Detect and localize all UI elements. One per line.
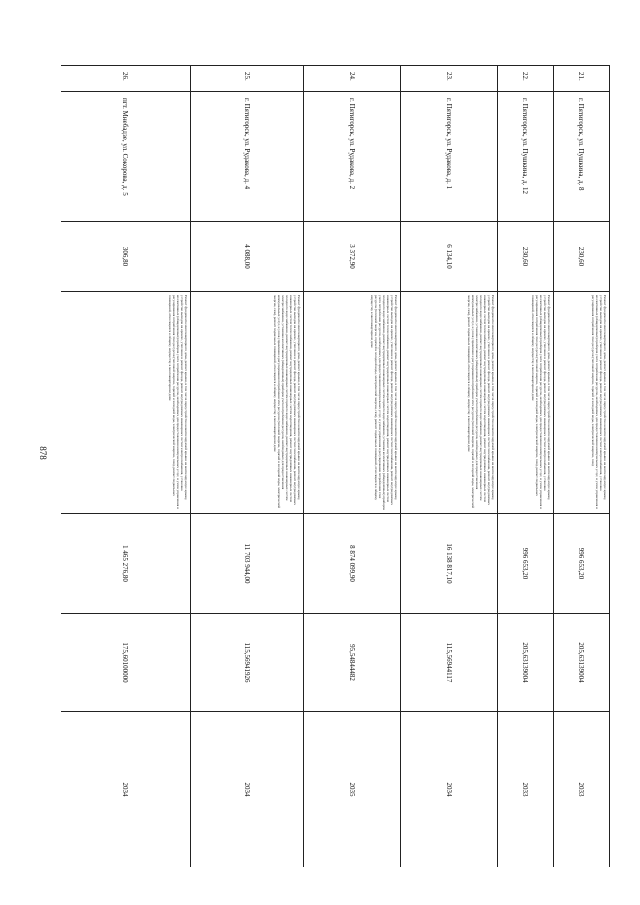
table-row (61, 66, 191, 868)
address-cell: пгт. Мнебадзе, ул. Сокорова, д. 5 (61, 92, 191, 222)
works-cell: Ремонт фундамента многоквартирного дома, ремонт крыши, в том числе переустройство невентилируемой крыши на вентилируемую крышу, устройство выходов на кровлю, утепление и ремонт фасада, ремонт внутридомовых инженерных систем электроснабжения, установка коллективных (общедомовых) приборов учета потребления ресурсов, необходимых для предоставления коммунальных услуг, и узлов управления и регулирования потребления этих ресурсов (тепловой энергии, горячей и холодной воды, электрической энергии, газа) (554, 292, 610, 514)
address-cell: г. Пятигорск, ул. Пушкина, д. 8 (554, 92, 610, 222)
area-cell: 6 134,10 (401, 222, 498, 292)
cost-cell: 996 653,20 (554, 514, 610, 614)
unit-cost-cell: 205,63139004 (498, 614, 554, 712)
unit-cost-cell: 95,54844482 (304, 614, 401, 712)
area-cell: 3 372,90 (304, 222, 401, 292)
table-row (304, 66, 401, 868)
area-cell: 230,60 (554, 222, 610, 292)
row-number: 21. (554, 66, 610, 92)
row-number: 23. (401, 66, 498, 92)
address-cell: г. Пятигорск, ул. Пушкина, д. 12 (498, 92, 554, 222)
area-cell: 4 088,00 (191, 222, 304, 292)
works-cell: Ремонт фундамента многоквартирного дома, ремонт крыши, в том числе переустройство невентилируемой крыши на вентилируемую крышу, устройство выходов на кровлю, утепление и ремонт фасада, ремонт внутридомовых инженерных систем газоснабжения, ремонт внутридомовых инженерных систем теплоснабжения, ремонт внутридомовых инженерных систем водоотведения, ремонт внутридомовых инженерных систем холодного водоснабжения, ремонт внутридомовых инженерных систем горячего водоснабжения, ремонт внутридомовых инженерных систем электроснабжения, установка коллективных (общедомовых) приборов учета потребления ресурсов, необходимых для предоставления коммунальных услуг, и узлов управления и регулирования потребления этих ресурсов (тепловой энергии, горячей и холодной воды, электрической энергии, газа), ремонт подвальных помещений, относящихся к общему имуществу в многоквартирном доме (401, 292, 498, 514)
works-cell: Ремонт фундамента многоквартирного дома, ремонт крыши, в том числе переустройство невентилируемой крыши на вентилируемую крышу, устройство выходов на кровлю, утепление и ремонт фасада, ремонт внутридомовых инженерных систем электроснабжения, установка коллективных (общедомовых) приборов учета потребления ресурсов, необходимых для предоставления коммунальных услуг, и узлов управления и регулирования потребления этих ресурсов (тепловой энергии, горячей и холодной воды, электрической энергии, газа), ремонт подвальных помещений, относящихся к общему имуществу в многоквартирном доме (498, 292, 554, 514)
rotated-table-frame (61, 65, 610, 867)
address-cell: г. Пятигорск, ул. Рудакова, д. 4 (191, 92, 304, 222)
year-cell: 2033 (498, 712, 554, 868)
cost-cell: 1 465 276,80 (61, 514, 191, 614)
unit-cost-cell: 115,56941926 (191, 614, 304, 712)
table-row (498, 66, 554, 868)
address-cell: г. Пятигорск, ул. Рудакова, д. 1 (401, 92, 498, 222)
year-cell: 2034 (191, 712, 304, 868)
row-number: 24. (304, 66, 401, 92)
year-cell: 2034 (61, 712, 191, 868)
works-cell: Ремонт фундамента многоквартирного дома, ремонт крыши, в том числе переустройство невентилируемой крыши на вентилируемую крышу, устройство выходов на кровлю, утепление и ремонт фасада, ремонт внутридомовых инженерных систем электроснабжения, установка коллективных (общедомовых) приборов учета потребления ресурсов, необходимых для предоставления коммунальных услуг, и узлов управления и регулирования потребления этих ресурсов (тепловой энергии, горячей и холодной воды, электрической энергии, газа), ремонт подвальных помещений, относящихся к общему имуществу в многоквартирном доме (61, 292, 191, 514)
address-cell: г. Пятигорск, ул. Рудакова, д. 2 (304, 92, 401, 222)
area-cell: 230,60 (498, 222, 554, 292)
table-row (554, 66, 610, 868)
row-number: 22. (498, 66, 554, 92)
page-number: 878 (38, 446, 48, 460)
year-cell: 2034 (401, 712, 498, 868)
document-page (61, 65, 610, 867)
capital-repair-table (61, 65, 610, 867)
unit-cost-cell: 175,60100000 (61, 614, 191, 712)
row-number: 26. (61, 66, 191, 92)
row-number: 25. (191, 66, 304, 92)
year-cell: 2035 (304, 712, 401, 868)
cost-cell: 11 703 944,00 (191, 514, 304, 614)
table-row (401, 66, 498, 868)
cost-cell: 996 653,20 (498, 514, 554, 614)
year-cell: 2033 (554, 712, 610, 868)
area-cell: 306,80 (61, 222, 191, 292)
unit-cost-cell: 205,63139004 (554, 614, 610, 712)
works-cell: Ремонт фундамента многоквартирного дома, ремонт крыши, в том числе переустройство невентилируемой крыши на вентилируемую крышу, устройство выходов на кровлю, утепление и ремонт фасада, ремонт внутридомовых инженерных систем газоснабжения, ремонт внутридомовых инженерных систем теплоснабжения, ремонт внутридомовых инженерных систем водоотведения, ремонт внутридомовых инженерных систем холодного водоснабжения, ремонт внутридомовых инженерных систем горячего водоснабжения, установка коллективных (общедомовых) приборов учета потребления ресурсов, необходимых для предоставления коммунальных услуг, и узлов управления и регулирования потребления этих ресурсов (тепловой энергии, горячей и холодной воды, электрической энергии, газа), ремонт подвальных помещений, относящихся к общему имуществу в многоквартирном доме (304, 292, 401, 514)
unit-cost-cell: 115,56944117 (401, 614, 498, 712)
cost-cell: 8 874 099,90 (304, 514, 401, 614)
works-cell: Ремонт фундамента многоквартирного дома, ремонт крыши, в том числе переустройство невентилируемой крыши на вентилируемую крышу, устройство выходов на кровлю, утепление и ремонт фасада, ремонт внутридомовых инженерных систем газоснабжения, ремонт внутридомовых инженерных систем теплоснабжения, ремонт внутридомовых инженерных систем водоотведения, ремонт внутридомовых инженерных систем холодного водоснабжения, ремонт внутридомовых инженерных систем горячего водоснабжения, ремонт внутридомовых инженерных систем электроснабжения, установка коллективных (общедомовых) приборов учета потребления ресурсов, необходимых для предоставления коммунальных услуг, и узлов управления и регулирования потребления этих ресурсов (тепловой энергии, горячей и холодной воды, электрической энергии, газа), ремонт подвальных помещений, относящихся к общему имуществу в многоквартирном доме (191, 292, 304, 514)
cost-cell: 16 138 817,10 (401, 514, 498, 614)
table-row (191, 66, 304, 868)
